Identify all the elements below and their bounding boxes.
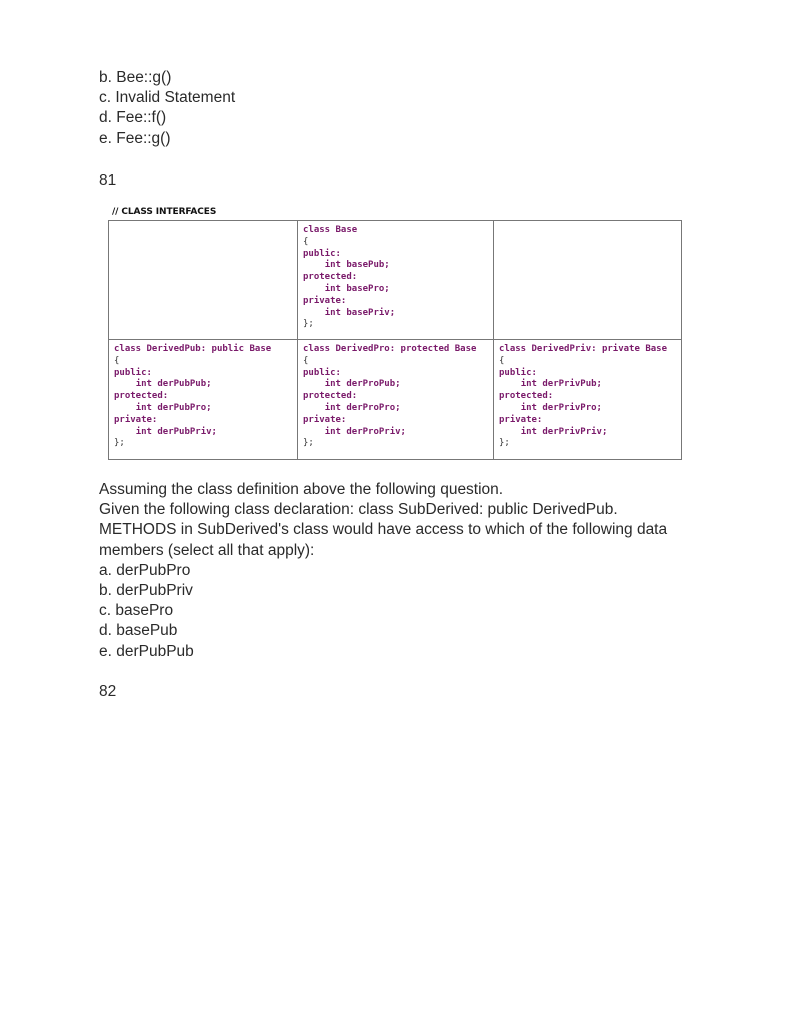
question-text-line: Given the following class declaration: class SubDerived: public DerivedPub. bbox=[99, 501, 618, 519]
code-line: int derPrivPro; bbox=[520, 402, 602, 413]
code-line: private: bbox=[114, 414, 158, 425]
code-line: public: bbox=[303, 367, 341, 378]
question-text-line: Assuming the class definition above the following question. bbox=[99, 481, 504, 498]
option-c: c. basePro bbox=[99, 602, 174, 620]
code-line: }; bbox=[114, 438, 125, 449]
base-class-cell bbox=[298, 221, 493, 339]
option-d: d. basePub bbox=[99, 622, 178, 640]
class-interfaces-table bbox=[108, 220, 682, 460]
diagram-title: // CLASS INTERFACES bbox=[112, 207, 217, 217]
code-line: int derProPro; bbox=[324, 402, 401, 413]
code-line: }; bbox=[303, 319, 314, 330]
code-line: public: bbox=[114, 367, 152, 378]
code-line: class DerivedPro: bbox=[303, 344, 396, 354]
code-line: class Base bbox=[303, 225, 358, 235]
previous-question-options bbox=[99, 68, 235, 149]
code-line: protected: bbox=[114, 391, 169, 402]
option-e: e. derPubPub bbox=[99, 642, 194, 660]
code-line: protected: bbox=[499, 391, 554, 402]
code-line: protected: bbox=[303, 391, 358, 402]
option-a: a. derPubPro bbox=[99, 561, 191, 579]
code-line: class DerivedPub: bbox=[114, 344, 207, 354]
code-line: private: bbox=[499, 414, 543, 425]
code-line: public Base bbox=[211, 344, 272, 354]
code-line: { bbox=[303, 236, 309, 247]
code-line: { bbox=[303, 355, 309, 366]
code-line: protected Base bbox=[400, 344, 477, 354]
code-line: int derProPub; bbox=[324, 379, 401, 390]
code-line: private Base bbox=[601, 344, 667, 354]
code-line: public: bbox=[303, 248, 341, 259]
option-b: b. Bee::g() bbox=[99, 69, 172, 86]
question-text-line: members (select all that apply): bbox=[99, 541, 315, 559]
question-number-81: 81 bbox=[99, 172, 117, 189]
derived-pro-cell bbox=[298, 340, 493, 459]
code-line: int derPubPro; bbox=[135, 402, 212, 413]
option-e: e. Fee::g() bbox=[99, 129, 171, 147]
derived-pub-cell bbox=[109, 340, 297, 459]
code-line: private: bbox=[303, 414, 347, 425]
empty-cell bbox=[109, 221, 297, 339]
code-line: { bbox=[114, 355, 120, 366]
code-line: class DerivedPriv: bbox=[499, 344, 597, 354]
code-line: int basePriv; bbox=[324, 307, 396, 318]
option-b: b. derPubPriv bbox=[99, 582, 193, 600]
option-c: c. Invalid Statement bbox=[99, 89, 236, 107]
code-line: public: bbox=[499, 367, 537, 378]
code-line: int basePub; bbox=[324, 260, 390, 271]
question-text-line: METHODS in SubDerived's class would have access to which of the following data bbox=[99, 521, 668, 539]
question-81-body bbox=[99, 480, 719, 662]
code-line: int basePro; bbox=[324, 283, 390, 294]
option-d: d. Fee::f() bbox=[99, 109, 167, 127]
code-line: int derPrivPriv; bbox=[520, 426, 608, 437]
code-line: }; bbox=[303, 438, 314, 449]
code-line: int derProPriv; bbox=[324, 426, 406, 437]
code-line: int derPubPriv; bbox=[135, 426, 217, 437]
code-line: { bbox=[499, 355, 505, 366]
question-number-82: 82 bbox=[99, 683, 117, 700]
code-line: private: bbox=[303, 295, 347, 306]
derived-priv-cell bbox=[494, 340, 681, 459]
code-line: int derPrivPub; bbox=[520, 379, 602, 390]
code-line: }; bbox=[499, 438, 510, 449]
code-line: protected: bbox=[303, 272, 358, 283]
empty-cell bbox=[494, 221, 681, 339]
code-line: int derPubPub; bbox=[135, 379, 212, 390]
